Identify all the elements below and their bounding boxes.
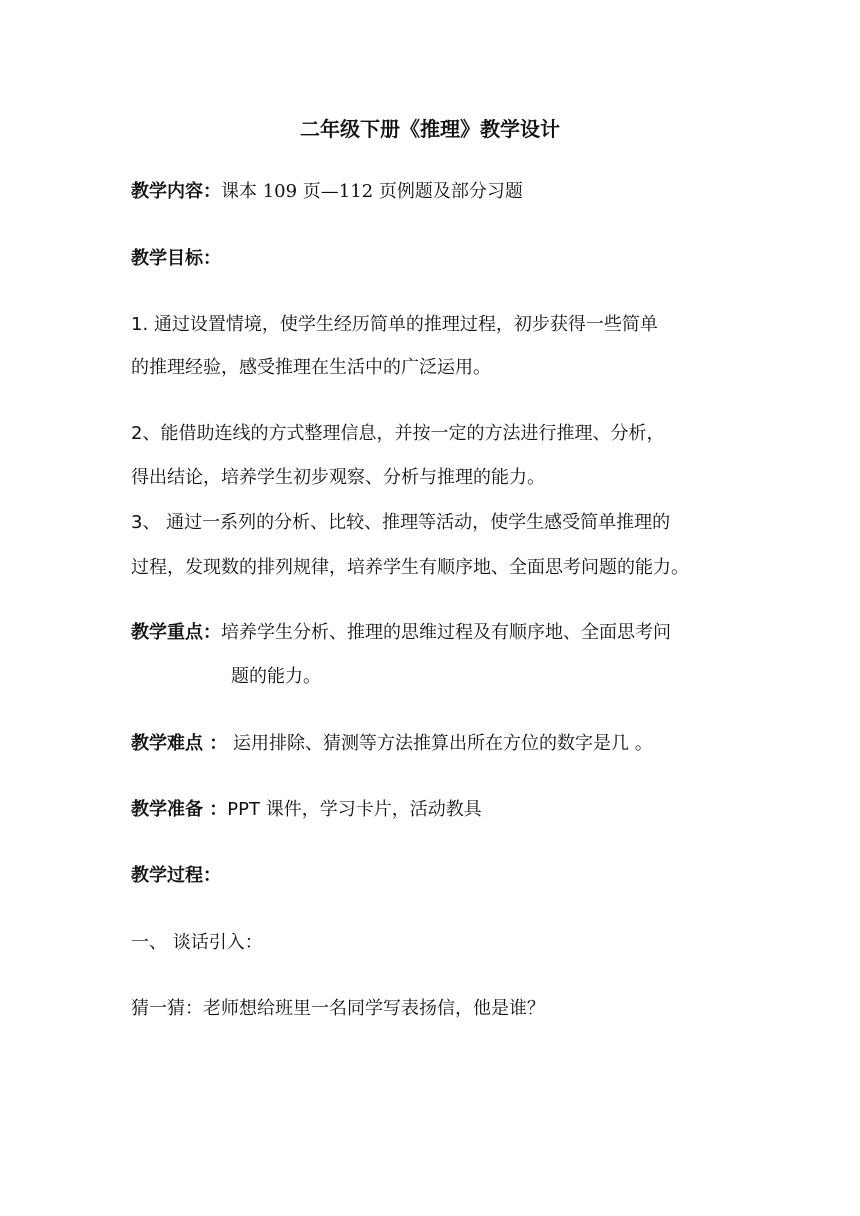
key-point-label: 教学重点： [131, 622, 221, 643]
objective-1-line-1 [131, 313, 658, 337]
difficulty-label: 教学难点 ： [131, 733, 228, 754]
preparation-text: 课件，学习卡片，活动教具 [260, 799, 482, 820]
preparation-label: 教学准备 ： [131, 799, 228, 820]
difficulty [131, 732, 653, 756]
section-1-text: 一、 谈话引入： [131, 932, 263, 953]
preparation [131, 798, 482, 822]
objective-2-number: 2 [131, 423, 143, 444]
document-title: 二年级下册《推理》教学设计 [300, 117, 560, 141]
teaching-content [131, 180, 523, 204]
section-1-heading [131, 931, 263, 955]
key-point [131, 621, 671, 645]
key-point-text-1: 培养学生分析、推理的思维过程及有顺序地、全面思考问 [221, 622, 671, 643]
process-label: 教学过程： [131, 865, 221, 886]
objective-1-text-2: 的推理经验，感受推理在生活中的广泛运用。 [131, 357, 491, 378]
objective-3-line-1 [131, 511, 670, 535]
objective-2-text-2: 得出结论，培养学生初步观察、分析与推理的能力。 [131, 467, 545, 488]
objective-2-line-1 [131, 422, 664, 446]
objective-2-text-1: 、能借助连线的方式整理信息，并按一定的方法进行推理、分析， [142, 423, 665, 444]
objective-3-number: 3 [131, 512, 143, 533]
guess-paragraph [131, 997, 545, 1021]
teaching-content-text: 课本 109 页—112 页例题及部分习题 [221, 181, 523, 202]
teaching-objectives-heading [131, 247, 221, 271]
difficulty-text: 运用排除、猜测等方法推算出所在方位的数字是几 。 [227, 733, 653, 754]
objective-1-text-1: 通过设置情境，使学生经历简单的推理过程，初步获得一些简单 [148, 314, 658, 335]
objective-1-number: 1. [131, 314, 149, 335]
preparation-ppt: PPT [227, 799, 260, 820]
key-point-text-2: 题的能力。 [231, 666, 321, 687]
objective-2-line-2 [131, 466, 545, 490]
key-point-line-2 [231, 665, 321, 689]
objective-3-text-1: 、 通过一系列的分析、比较、推理等活动，使学生感受简单推理的 [142, 512, 671, 533]
objective-3-line-2 [131, 556, 689, 580]
teaching-objectives-label: 教学目标： [131, 248, 221, 269]
process-heading [131, 864, 221, 888]
objective-1-line-2 [131, 356, 491, 380]
teaching-content-label: 教学内容： [131, 181, 221, 202]
guess-text: 猜一猜：老师想给班里一名同学写表扬信，他是谁？ [131, 998, 545, 1019]
objective-3-text-2: 过程，发现数的排列规律，培养学生有顺序地、全面思考问题的能力。 [131, 557, 689, 578]
